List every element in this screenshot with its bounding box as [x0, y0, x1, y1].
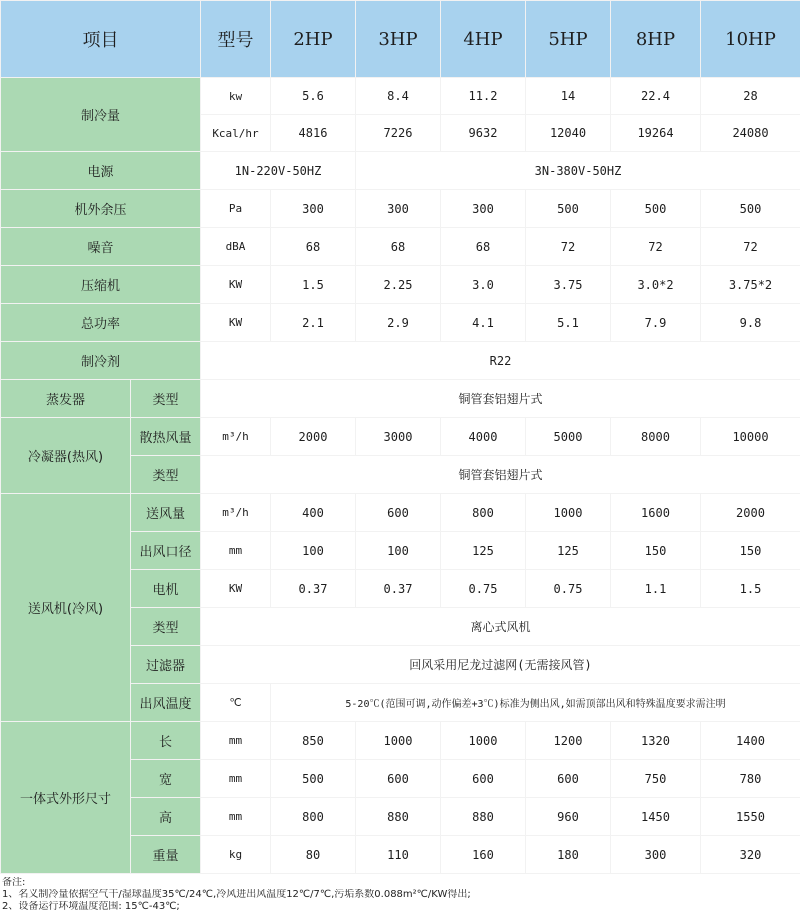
cooling-label: 制冷量 — [1, 78, 201, 152]
cell: 2000 — [271, 418, 356, 456]
noise-row — [1, 228, 800, 266]
cell: 12040 — [526, 115, 611, 152]
cell: 150 — [701, 532, 800, 570]
cooling-kw-unit: kw — [201, 78, 271, 115]
cell: 4816 — [271, 115, 356, 152]
cell: 22.4 — [611, 78, 701, 115]
cell: 600 — [356, 494, 441, 532]
cell: 10000 — [701, 418, 800, 456]
cell: 750 — [611, 760, 701, 798]
cell: 5.1 — [526, 304, 611, 342]
cell: 28 — [701, 78, 800, 115]
noise-label: 噪音 — [1, 228, 201, 266]
blower-label: 送风机(冷风) — [1, 494, 131, 722]
cell: 300 — [271, 190, 356, 228]
condenser-type-value: 铜管套铝翅片式 — [201, 456, 800, 494]
blower-motor-unit: KW — [201, 570, 271, 608]
cell: 68 — [356, 228, 441, 266]
cell: 1000 — [441, 722, 526, 760]
cell: 500 — [701, 190, 800, 228]
notes-line-2: 2、设备运行环境温度范围: 15℃-43℃; — [2, 901, 180, 912]
cell: 3.75*2 — [701, 266, 800, 304]
noise-unit: dBA — [201, 228, 271, 266]
cooling-kw-row — [1, 78, 800, 115]
cell: 1.1 — [611, 570, 701, 608]
cell: 0.37 — [356, 570, 441, 608]
cell: 150 — [611, 532, 701, 570]
cell: 125 — [441, 532, 526, 570]
dim-width-unit: mm — [201, 760, 271, 798]
dim-length-unit: mm — [201, 722, 271, 760]
blower-outlet-temp-value: 5-20℃(范围可调,动作偏差+3℃)标准为侧出风,如需顶部出风和特殊温度要求需注明 — [271, 684, 800, 722]
cell: 110 — [356, 836, 441, 874]
cell: 7226 — [356, 115, 441, 152]
model-5hp: 5HP — [526, 1, 611, 78]
cell: 800 — [271, 798, 356, 836]
cell: 300 — [441, 190, 526, 228]
cell: 1.5 — [271, 266, 356, 304]
power-supply-row — [1, 152, 800, 190]
cell: 68 — [271, 228, 356, 266]
cell: 600 — [526, 760, 611, 798]
cell: 300 — [611, 836, 701, 874]
cell: 880 — [356, 798, 441, 836]
cell: 2.9 — [356, 304, 441, 342]
cell: 300 — [356, 190, 441, 228]
cell: 3.0 — [441, 266, 526, 304]
cell: 7.9 — [611, 304, 701, 342]
cell: 1200 — [526, 722, 611, 760]
cell: 2.1 — [271, 304, 356, 342]
blower-airflow-row — [1, 494, 800, 532]
refrigerant-row — [1, 342, 800, 380]
blower-filter-value: 回风采用尼龙过滤网(无需接风管) — [201, 646, 800, 684]
cooling-kcal-unit: Kcal/hr — [201, 115, 271, 152]
cell: 3000 — [356, 418, 441, 456]
external-pressure-label: 机外余压 — [1, 190, 201, 228]
cell: 9632 — [441, 115, 526, 152]
notes — [0, 877, 800, 913]
cell: 80 — [271, 836, 356, 874]
dim-weight-label: 重量 — [131, 836, 201, 874]
refrigerant-label: 制冷剂 — [1, 342, 201, 380]
cell: 1.5 — [701, 570, 800, 608]
total-power-unit: KW — [201, 304, 271, 342]
condenser-airflow-unit: m³/h — [201, 418, 271, 456]
external-pressure-unit: Pa — [201, 190, 271, 228]
power-supply-label: 电源 — [1, 152, 201, 190]
condenser-type-label: 类型 — [131, 456, 201, 494]
cell: 11.2 — [441, 78, 526, 115]
power-supply-three: 3N-380V-50HZ — [356, 152, 800, 190]
blower-outlet-unit: mm — [201, 532, 271, 570]
dim-height-label: 高 — [131, 798, 201, 836]
external-pressure-row — [1, 190, 800, 228]
total-power-label: 总功率 — [1, 304, 201, 342]
dim-length-label: 长 — [131, 722, 201, 760]
cell: 1400 — [701, 722, 800, 760]
dim-height-unit: mm — [201, 798, 271, 836]
blower-outlet-temp-label: 出风温度 — [131, 684, 201, 722]
cell: 5000 — [526, 418, 611, 456]
dim-width-label: 宽 — [131, 760, 201, 798]
cell: 1600 — [611, 494, 701, 532]
cell: 850 — [271, 722, 356, 760]
cell: 1550 — [701, 798, 800, 836]
dim-weight-unit: kg — [201, 836, 271, 874]
cell: 68 — [441, 228, 526, 266]
cell: 400 — [271, 494, 356, 532]
cell: 0.75 — [526, 570, 611, 608]
cell: 600 — [441, 760, 526, 798]
blower-type-value: 离心式风机 — [201, 608, 800, 646]
cell: 24080 — [701, 115, 800, 152]
cell: 125 — [526, 532, 611, 570]
cell: 72 — [611, 228, 701, 266]
cell: 4.1 — [441, 304, 526, 342]
cell: 0.37 — [271, 570, 356, 608]
blower-airflow-unit: m³/h — [201, 494, 271, 532]
blower-outlet-temp-unit: ℃ — [201, 684, 271, 722]
blower-airflow-label: 送风量 — [131, 494, 201, 532]
model-10hp: 10HP — [701, 1, 800, 78]
condenser-airflow-row — [1, 418, 800, 456]
cell: 3.75 — [526, 266, 611, 304]
cell: 960 — [526, 798, 611, 836]
cell: 0.75 — [441, 570, 526, 608]
cell: 1450 — [611, 798, 701, 836]
cell: 5.6 — [271, 78, 356, 115]
cell: 2.25 — [356, 266, 441, 304]
cell: 72 — [526, 228, 611, 266]
cell: 1000 — [356, 722, 441, 760]
condenser-label: 冷凝器(热风) — [1, 418, 131, 494]
power-supply-single: 1N-220V-50HZ — [201, 152, 356, 190]
blower-motor-label: 电机 — [131, 570, 201, 608]
cell: 19264 — [611, 115, 701, 152]
blower-type-label: 类型 — [131, 608, 201, 646]
evaporator-label: 蒸发器 — [1, 380, 131, 418]
cell: 2000 — [701, 494, 800, 532]
cell: 72 — [701, 228, 800, 266]
blower-filter-label: 过滤器 — [131, 646, 201, 684]
cell: 500 — [271, 760, 356, 798]
cell: 180 — [526, 836, 611, 874]
cell: 8000 — [611, 418, 701, 456]
cell: 9.8 — [701, 304, 800, 342]
cell: 100 — [356, 532, 441, 570]
evaporator-type-label: 类型 — [131, 380, 201, 418]
cell: 800 — [441, 494, 526, 532]
cell: 320 — [701, 836, 800, 874]
cell: 500 — [526, 190, 611, 228]
model-4hp: 4HP — [441, 1, 526, 78]
compressor-row — [1, 266, 800, 304]
cell: 880 — [441, 798, 526, 836]
dim-length-row — [1, 722, 800, 760]
compressor-label: 压缩机 — [1, 266, 201, 304]
cell: 160 — [441, 836, 526, 874]
cell: 600 — [356, 760, 441, 798]
dimensions-label: 一体式外形尺寸 — [1, 722, 131, 874]
cell: 8.4 — [356, 78, 441, 115]
evaporator-row — [1, 380, 800, 418]
item-header: 项目 — [1, 1, 201, 78]
refrigerant-value: R22 — [201, 342, 800, 380]
model-3hp: 3HP — [356, 1, 441, 78]
cell: 100 — [271, 532, 356, 570]
model-header: 型号 — [201, 1, 271, 78]
cell: 14 — [526, 78, 611, 115]
model-2hp: 2HP — [271, 1, 356, 78]
cell: 780 — [701, 760, 800, 798]
header-row — [1, 1, 800, 78]
total-power-row — [1, 304, 800, 342]
evaporator-type-value: 铜管套铝翅片式 — [201, 380, 800, 418]
notes-line-1: 1、名义制冷量依据空气干/湿球温度35℃/24℃,冷风进出风温度12℃/7℃,污垢系数0.088m²℃/KW得出; — [2, 889, 471, 900]
cell: 1000 — [526, 494, 611, 532]
cell: 4000 — [441, 418, 526, 456]
notes-title: 备注: — [2, 877, 26, 888]
condenser-airflow-label: 散热风量 — [131, 418, 201, 456]
blower-outlet-label: 出风口径 — [131, 532, 201, 570]
cell: 1320 — [611, 722, 701, 760]
model-8hp: 8HP — [611, 1, 701, 78]
compressor-unit: KW — [201, 266, 271, 304]
cell: 500 — [611, 190, 701, 228]
cell: 3.0*2 — [611, 266, 701, 304]
